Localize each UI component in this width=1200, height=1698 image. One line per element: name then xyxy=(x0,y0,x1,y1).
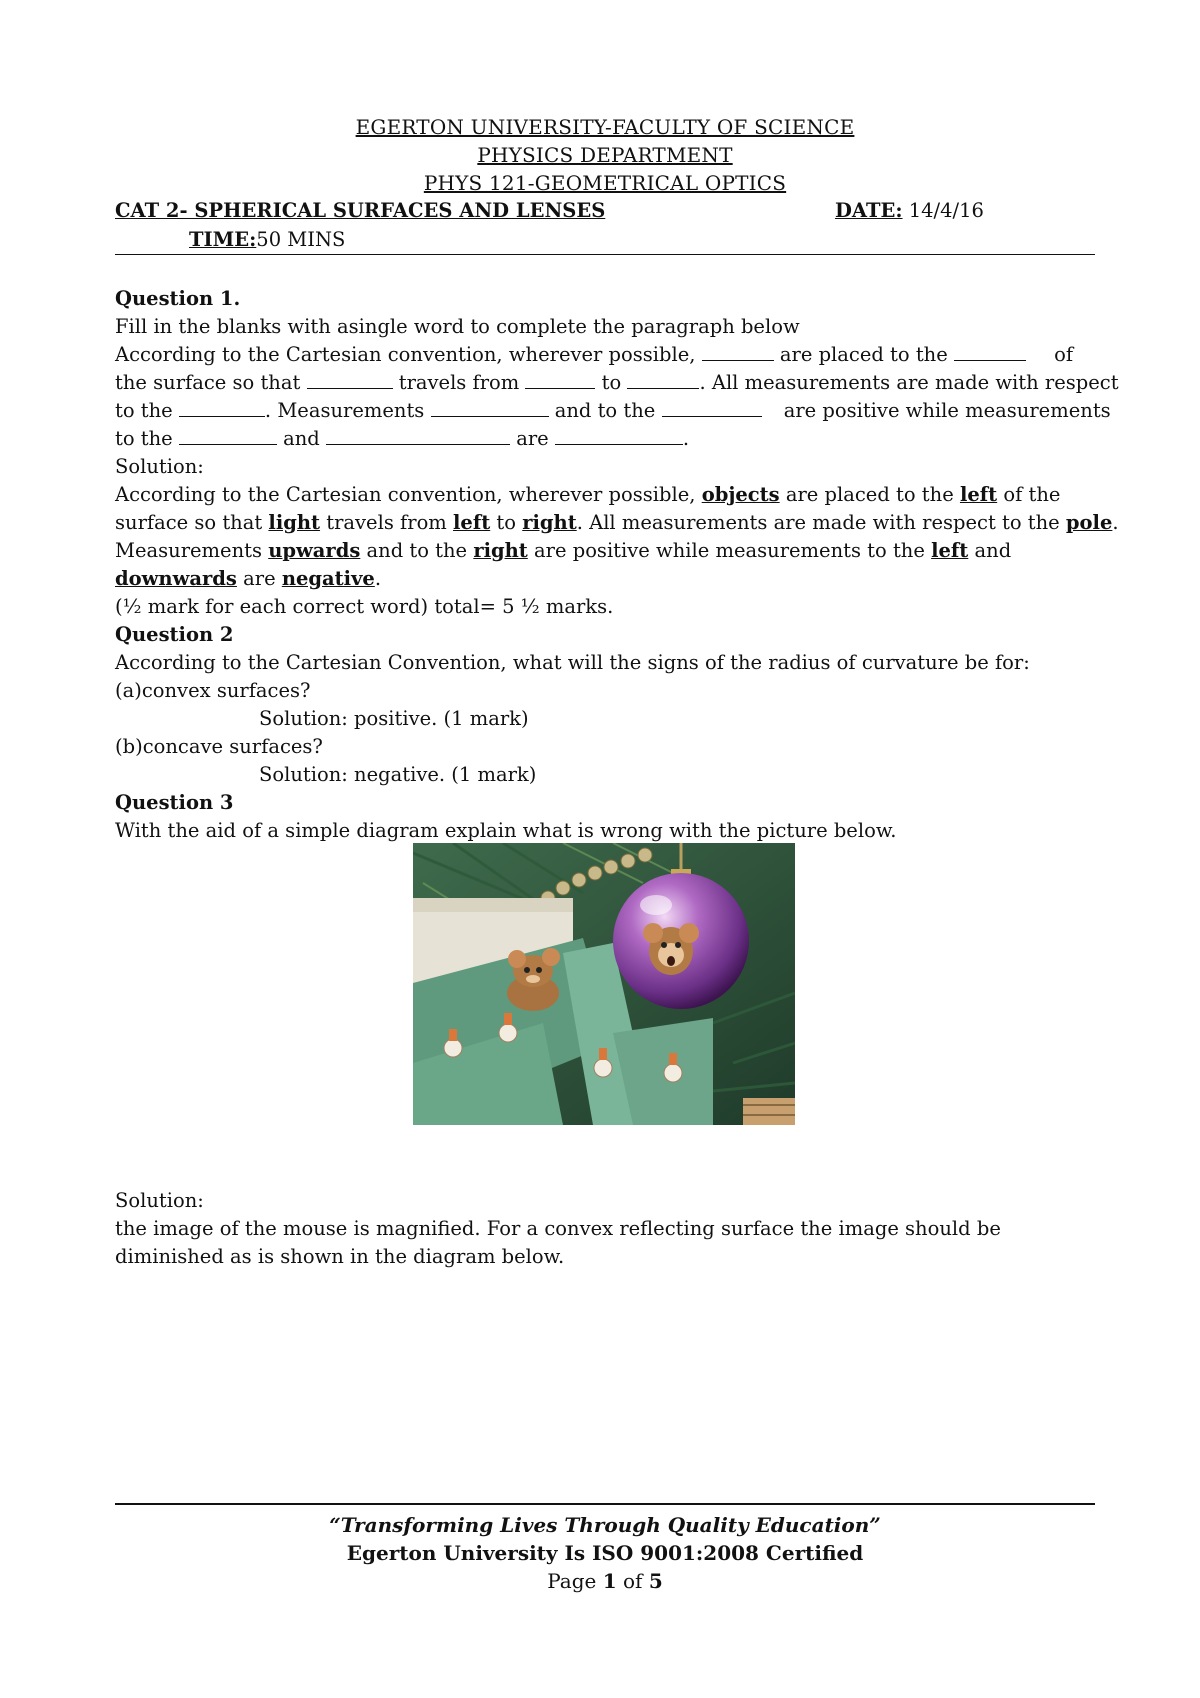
university-title: EGERTON UNIVERSITY-FACULTY OF SCIENCE xyxy=(355,115,855,139)
q1-solution-line-3 xyxy=(115,537,1095,565)
page-prefix: Page xyxy=(547,1569,603,1593)
text: surface so that xyxy=(115,511,269,534)
blank-2 xyxy=(954,342,1026,361)
q2-part-b-solution: Solution: negative. (1 mark) xyxy=(259,763,537,786)
q2-text: According to the Cartesian Convention, what will the signs of the radius of curvature be for: xyxy=(115,651,1030,674)
text: and xyxy=(968,539,1012,562)
cartoon-mouse-ornament-image xyxy=(413,843,795,1125)
answer-word: objects xyxy=(701,483,780,506)
footer-iso: Egerton University Is ISO 9001:2008 Certified xyxy=(346,1541,864,1565)
q1-solution-line-1 xyxy=(115,481,1095,509)
cartoon-illustration xyxy=(413,843,795,1125)
text: are xyxy=(236,567,282,590)
header-rule xyxy=(115,254,1095,255)
text: and to the xyxy=(360,539,474,562)
course-title: PHYS 121-GEOMETRICAL OPTICS xyxy=(423,171,787,195)
q2-part-b: (b)concave surfaces? xyxy=(115,735,323,758)
text: are positive while measurements xyxy=(777,399,1111,422)
text: are placed to the xyxy=(779,483,960,506)
answer-word: left xyxy=(959,483,998,506)
blank-6 xyxy=(179,398,265,417)
blank-11 xyxy=(555,426,683,445)
q1-instruction: Fill in the blanks with asingle word to complete the paragraph below xyxy=(115,315,800,338)
text: of the xyxy=(997,483,1061,506)
text: . All measurements are made with respect to the xyxy=(576,511,1066,534)
blank-1 xyxy=(702,342,774,361)
text: are xyxy=(510,427,555,450)
text: the surface so that xyxy=(115,371,307,394)
blank-4 xyxy=(525,370,595,389)
text: According to the Cartesian convention, wherever possible, xyxy=(115,343,702,366)
q1-line-3 xyxy=(115,397,1111,425)
text: to xyxy=(490,511,523,534)
text: . xyxy=(682,427,690,450)
text: travels from xyxy=(320,511,453,534)
page-indicator xyxy=(115,1567,1095,1595)
text: and to the xyxy=(548,399,662,422)
date-field xyxy=(835,197,984,225)
q3-solution-label: Solution: xyxy=(115,1189,204,1212)
date-label: DATE: xyxy=(835,199,903,222)
answer-word: downwards xyxy=(115,567,237,590)
q2-part-a: (a)convex surfaces? xyxy=(115,679,311,702)
time-line xyxy=(115,226,1169,254)
text: . xyxy=(1112,511,1119,534)
answer-word: right xyxy=(473,539,528,562)
answer-word: left xyxy=(453,511,491,534)
answer-word: left xyxy=(931,539,969,562)
answer-word: right xyxy=(522,511,577,534)
q1-solution-line-4 xyxy=(115,565,1095,593)
answer-word: negative xyxy=(281,567,375,590)
q1-heading: Question 1. xyxy=(115,287,241,310)
page-number: 1 xyxy=(602,1569,617,1593)
text: According to the Cartesian convention, wherever possible, xyxy=(115,483,702,506)
text: of xyxy=(1047,343,1074,366)
answer-word: pole xyxy=(1065,511,1113,534)
q1-line-4 xyxy=(115,425,1095,453)
blank-10 xyxy=(326,426,510,445)
time-value: 50 MINS xyxy=(256,228,346,251)
text: and xyxy=(276,427,326,450)
footer-motto: “Transforming Lives Through Quality Education” xyxy=(329,1513,881,1537)
blank-8 xyxy=(662,398,762,417)
q1-line-1 xyxy=(115,341,1095,369)
q1-solution-label: Solution: xyxy=(115,455,204,478)
text: Measurements xyxy=(115,539,269,562)
text: to xyxy=(595,371,628,394)
department-title: PHYSICS DEPARTMENT xyxy=(477,143,733,167)
text: . All measurements are made with respect xyxy=(699,371,1119,394)
text: are positive while measurements to the xyxy=(527,539,932,562)
date-value: 14/4/16 xyxy=(902,199,984,222)
page-mid: of xyxy=(616,1569,649,1593)
q1-solution-line-2 xyxy=(115,509,1119,537)
answer-word: upwards xyxy=(268,539,361,562)
q3-heading: Question 3 xyxy=(115,791,234,814)
blank-3 xyxy=(307,370,393,389)
footer-rule xyxy=(115,1503,1095,1505)
cat-title: CAT 2- SPHERICAL SURFACES AND LENSES xyxy=(115,199,606,222)
blank-9 xyxy=(179,426,277,445)
text: travels from xyxy=(392,371,526,394)
q2-part-a-solution: Solution: positive. (1 mark) xyxy=(259,707,529,730)
time-label: TIME: xyxy=(189,228,257,251)
q1-marks: (½ mark for each correct word) total= 5 ½ marks. xyxy=(115,595,614,618)
q3-solution-line-1: the image of the mouse is magnified. For a convex reflecting surface the image should be xyxy=(115,1217,1001,1240)
q3-text: With the aid of a simple diagram explain what is wrong with the picture below. xyxy=(115,819,897,842)
text: to the xyxy=(115,399,179,422)
q2-heading: Question 2 xyxy=(115,623,234,646)
text: are placed to the xyxy=(773,343,954,366)
page-total: 5 xyxy=(648,1569,663,1593)
blank-7 xyxy=(431,398,549,417)
q3-solution-line-2: diminished as is shown in the diagram below. xyxy=(115,1245,565,1268)
text: . Measurements xyxy=(264,399,431,422)
cat-line xyxy=(115,197,1095,225)
answer-word: light xyxy=(268,511,321,534)
blank-5 xyxy=(627,370,699,389)
text: to the xyxy=(115,427,179,450)
text: . xyxy=(374,567,382,590)
q1-line-2 xyxy=(115,369,1119,397)
